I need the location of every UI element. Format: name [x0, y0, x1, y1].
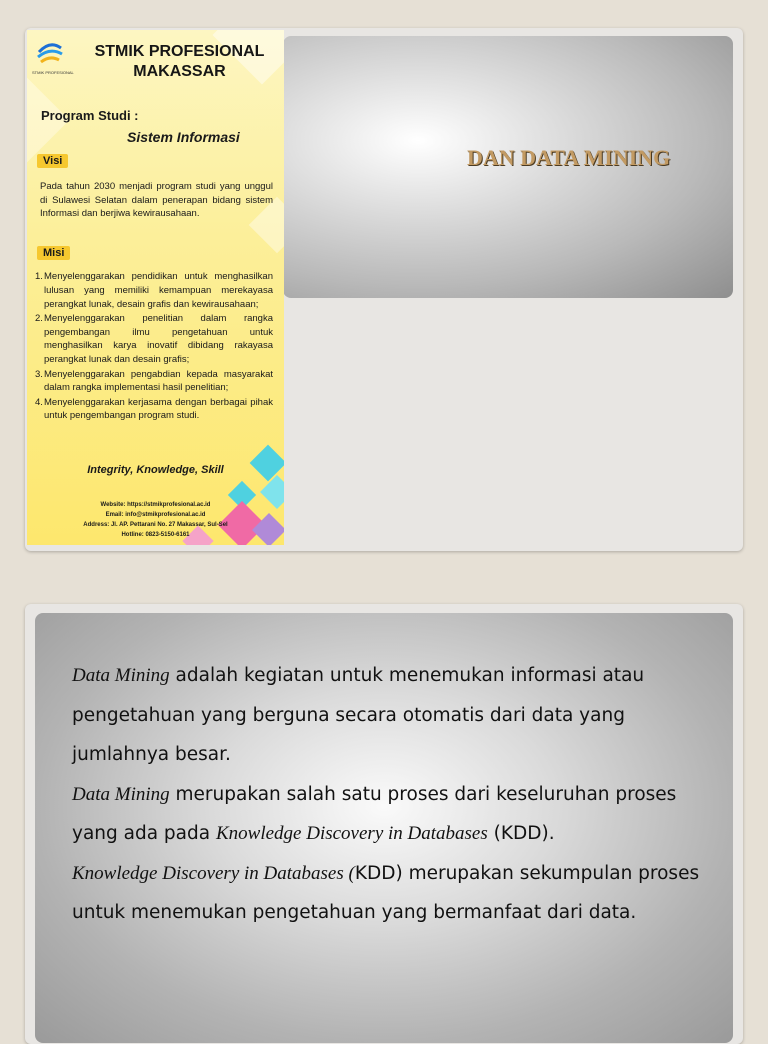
program-label: Program Studi :	[41, 108, 139, 123]
slide-1	[25, 28, 743, 551]
slide-body	[72, 656, 722, 933]
misi-item: 1. Menyelenggarakan pendidikan untuk menghasilkan lulusan yang memiliki kemampuan merekayasa perangkat lunak, desain grafis dan kewirausahaan;	[35, 271, 273, 310]
misi-heading: Misi	[37, 246, 70, 260]
misi-item: 4. Menyelenggarakan kerjasama dengan berbagai pihak untuk pengembangan program studi.	[35, 396, 273, 422]
contact-info	[27, 500, 284, 540]
visi-heading: Visi	[37, 154, 68, 168]
slide-title: DAN DATA MINING	[467, 145, 671, 170]
logo-caption: STMIK PROFESIONAL	[32, 70, 74, 75]
visi-text: Pada tahun 2030 menjadi program studi yang unggul di Sulawesi Selatan dalam penerapan bidang sistem Informasi dan berjiwa kewirausahaan.	[40, 181, 273, 219]
misi-item: 2. Menyelenggarakan penelitian dalam rangka pengembangan ilmu pengetahuan untuk menghasilkan karya inovatif dibidang rakayasa perangkat lunak dan desain grafis;	[35, 312, 273, 366]
slide-2	[25, 604, 743, 1044]
paragraph-2: Data Mining merupakan salah satu proses dari keseluruhan proses yang ada pada Knowledge Discovery in Databases (KDD).	[72, 783, 677, 844]
email-text: Email: info@stmikprofesional.ac.id	[105, 512, 206, 518]
hotline-text: Hotline: 0823-5150-6161	[121, 532, 190, 538]
program-name: Sistem Informasi	[127, 129, 240, 145]
institution-name: STMIK PROFESIONAL MAKASSAR	[94, 43, 265, 80]
misi-item: 3. Menyelenggarakan pengabdian kepada masyarakat dalam rangka implementasi hasil penelitian;	[35, 368, 273, 394]
program-brochure	[27, 30, 284, 545]
misi-list	[35, 270, 273, 424]
address-text: Address: Jl. AP. Pettarani No. 27 Makassar, Sul-Sel	[83, 522, 228, 528]
paragraph-3: Knowledge Discovery in Databases (KDD) merupakan sekumpulan proses untuk menemukan pengetahuan yang bermanfaat dari data.	[72, 862, 700, 923]
stmik-logo-icon	[35, 38, 65, 68]
motto: Integrity, Knowledge, Skill	[87, 464, 224, 476]
website-text: Website: https://stmikprofesional.ac.id	[100, 502, 211, 508]
paragraph-1: Data Mining adalah kegiatan untuk menemukan informasi atau pengetahuan yang berguna secara otomatis dari data yang jumlahnya besar.	[72, 665, 645, 765]
